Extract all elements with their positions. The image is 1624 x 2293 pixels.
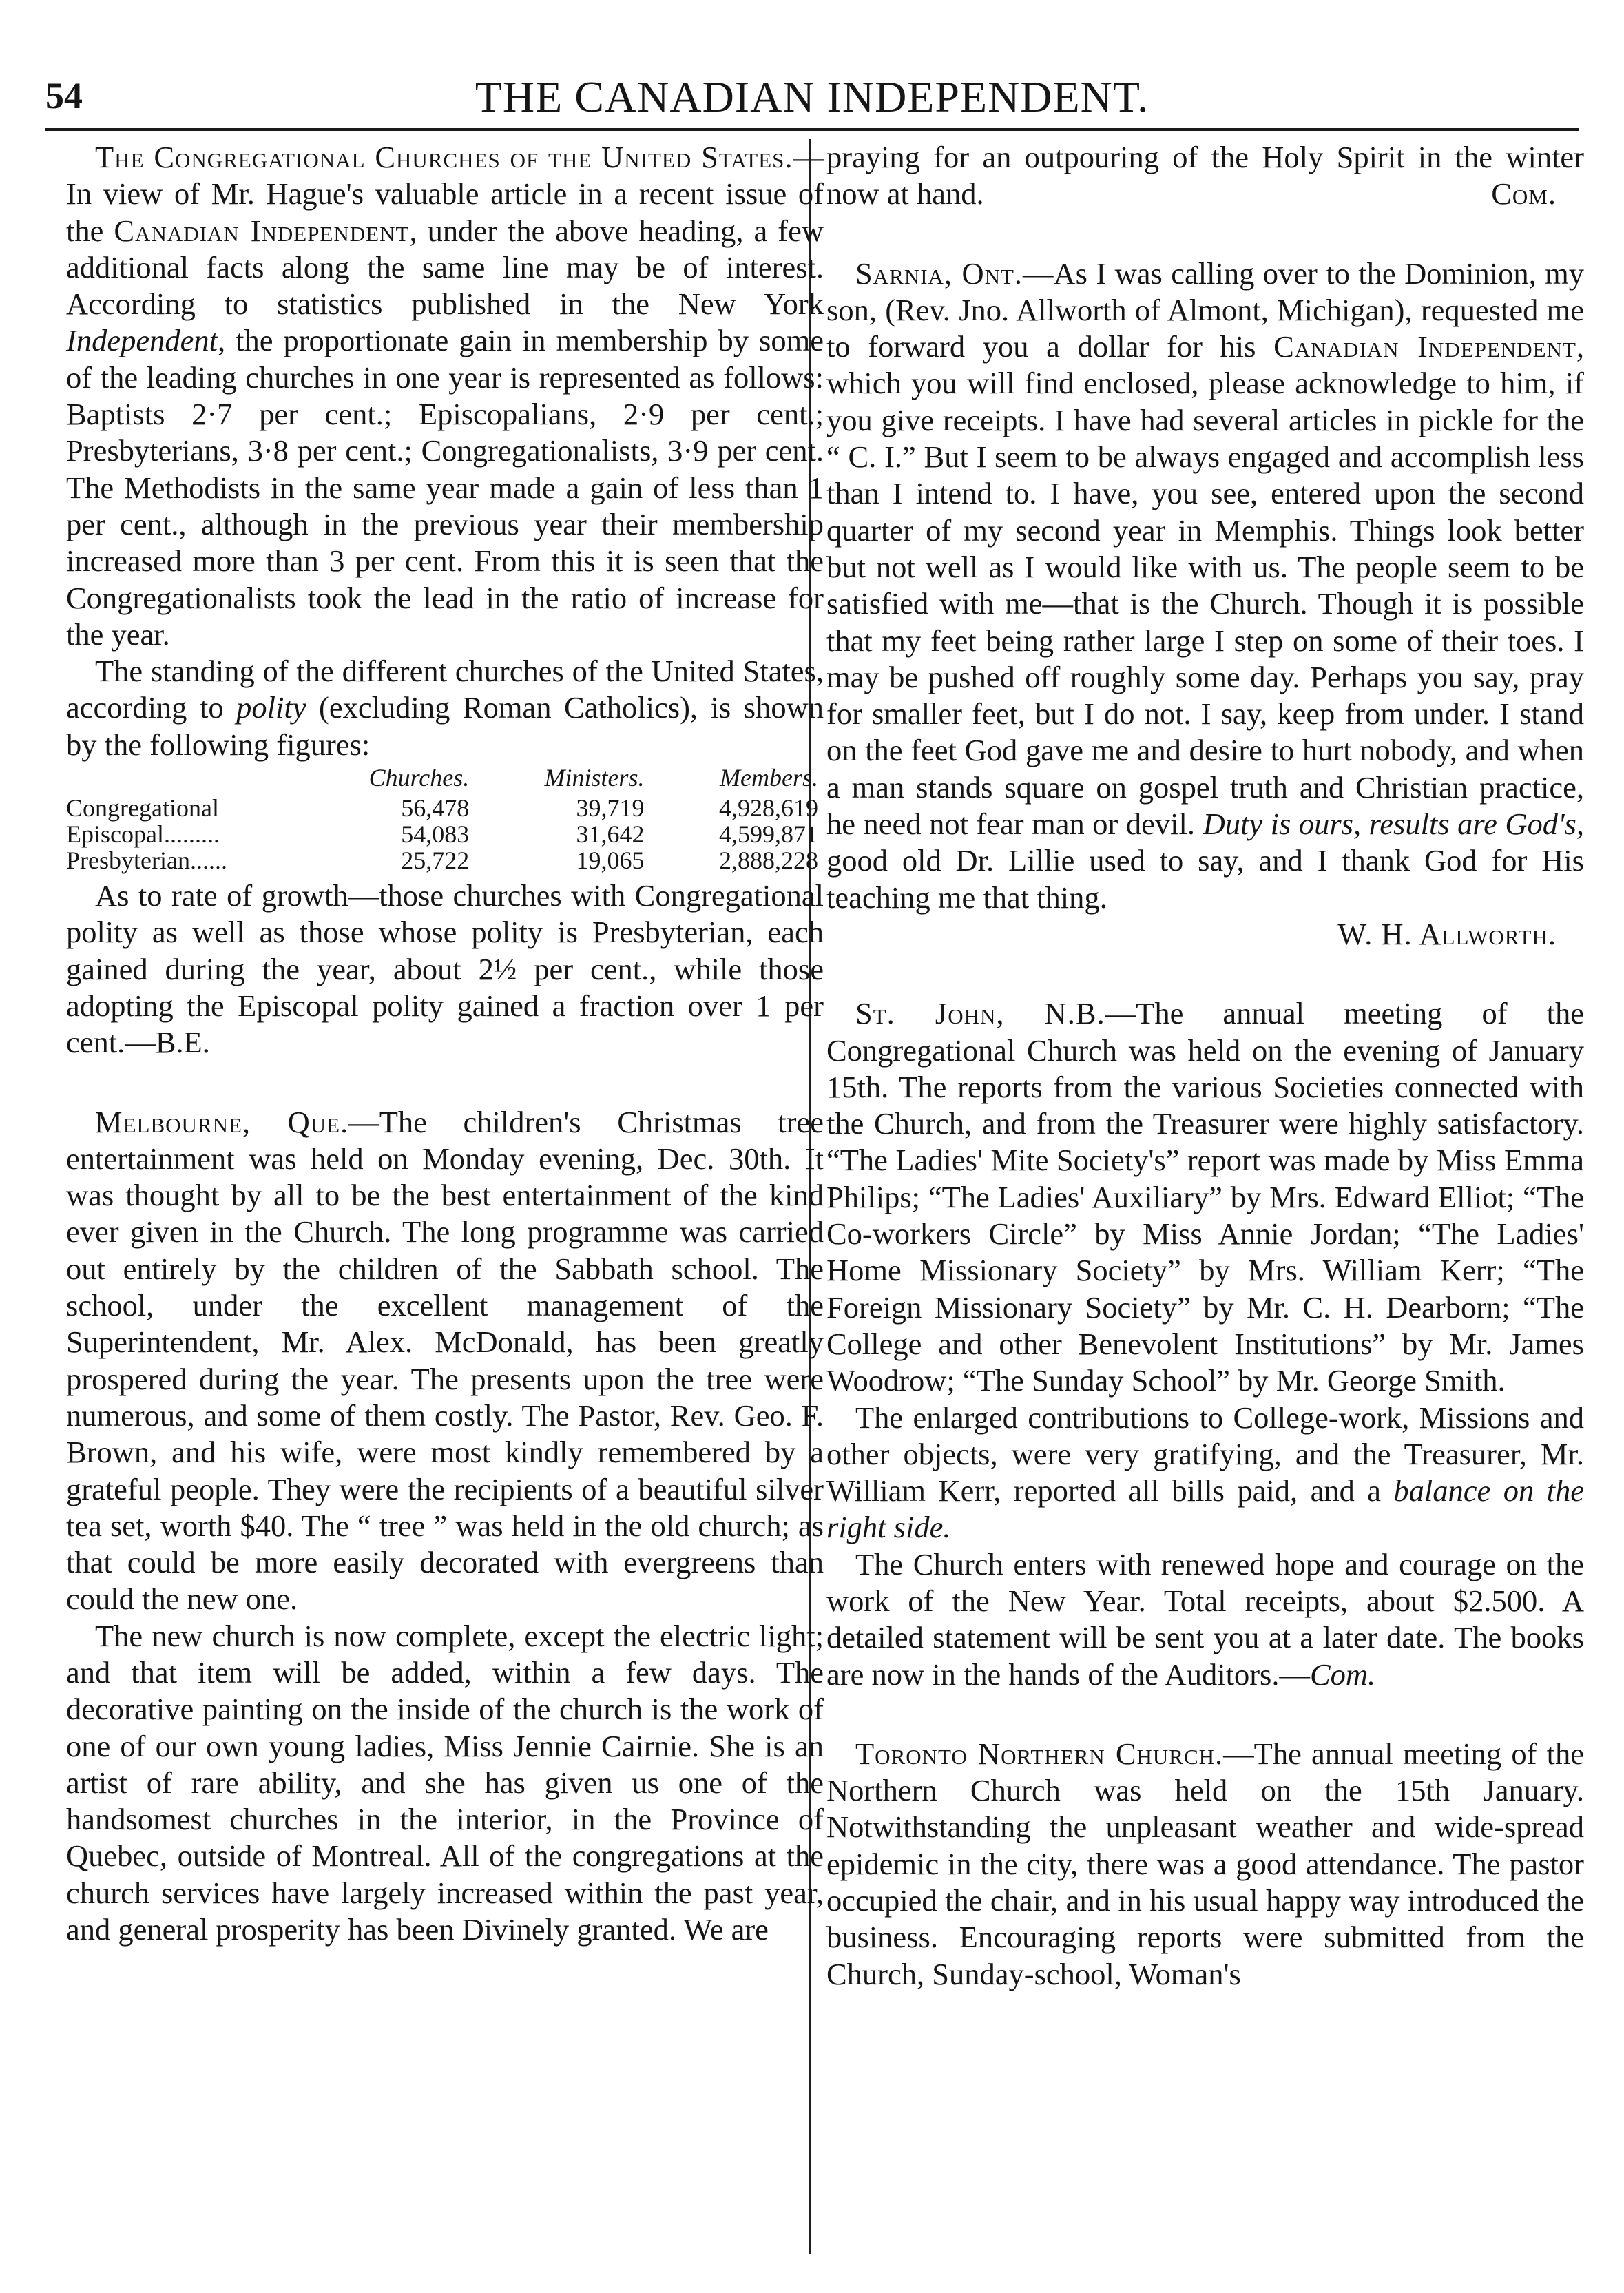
article-congregational-churches — [66, 139, 824, 1061]
right-column — [826, 139, 1584, 2035]
article-melbourne — [66, 1104, 824, 1949]
article-st-john — [826, 995, 1584, 1693]
table-row — [66, 821, 824, 847]
article-paragraph: The Congregational Churches of the United States.—In view of Mr. Hague's valuable article in a recent issue of the Canadian Independent, under the above heading, a few additional facts along the same line may be of interest. According to statistics published in the New York Independent, the proportionate gain in membership by some of the leading churches in one year is represented as follows: Baptists 2·7 per cent.; Episcopalians, 2·9 per cent.; Presbyterians, 3·8 per cent.; Congregationalists, 3·9 per cent. The Methodists in the same year made a gain of less than 1 per cent., although in the previous year their membership increased more than 3 per cent. From this it is seen that the Congregationalists took the lead in the ratio of increase for the year. — [66, 140, 824, 652]
table-cell: Congregational — [66, 794, 219, 822]
publication-name: Canadian Independent — [1273, 329, 1576, 364]
signature: W. H. Allworth. — [1337, 916, 1557, 951]
article-paragraph: Sarnia, Ont.—As I was calling over to the Dominion, my son, (Rev. Jno. Allworth of Almont, Michigan), requested me to forward you a dollar for his Canadian Independent, which you will find enclosed, please acknowledge to him, if you give receipts. I have had several articles in pickle for the “ C. I.” But I seem to be always engaged and accomplish less than I intend to. I have, you see, entered upon the second quarter of my second year in Memphis. Things look better but not well as I would like with us. The people seem to be satisfied with me—that is the Church. Though it is possible that my feet being rather large I step on some of their toes. I may be pushed off roughly some day. Perhaps you say, pray for smaller feet, but I do not. I say, keep from under. I stand on the feet God gave me and desire to hurt nobody, and when a man stands square on gospel truth and Christian practice, he need not fear man or devil. Duty is ours, results are God's, good old Dr. Lillie used to say, and I thank God for His teaching me that thing. — [826, 256, 1585, 915]
table-cell: 31,642 — [576, 820, 645, 849]
running-title: THE CANADIAN INDEPENDENT. — [475, 72, 1149, 121]
article-paragraph: Toronto Northern Church.—The annual meeting of the Northern Church was held on the 15th January. Notwithstanding the unpleasant weather and wide-spread epidemic in the city, there was a good attendance. The pastor occupied the chair, and in his usual happy way introduced the business. Encouraging reports were submitted from the Church, Sunday-school, Woman's — [826, 1736, 1584, 1991]
article-paragraph: As to rate of growth—those churches with Congregational polity as well as those whose polity is Presbyterian, each gained during the year, about 2½ per cent., while those adopting the Episcopal polity gained a fraction over 1 per cent.—B.E. — [66, 878, 824, 1060]
signature: Com. — [1491, 176, 1557, 211]
table-cell: 39,719 — [576, 794, 645, 822]
article-paragraph: praying for an outpouring of the Holy Spirit in the winter now at hand. Com. — [826, 139, 1584, 213]
article-paragraph: The enlarged contributions to College-work, Missions and other objects, were very gratifying, and the Treasurer, Mr. William Kerr, reported all bills paid, and a balance on the right side. — [826, 1400, 1584, 1545]
article-paragraph: St. John, N.B.—The annual meeting of the Congregational Church was held on the evening of January 15th. The reports from the various Societies connected with the Church, and from the Treasurer were highly satisfactory. “The Ladies' Mite Society's” report was made by Miss Emma Philips; “The Ladies' Auxiliary” by Mrs. Edward Elliot; “The Co-workers Circle” by Miss Annie Jordan; “The Ladies' Home Missionary Society” by Mrs. William Kerr; “The Foreign Missionary Society” by Mr. C. H. Dearborn; “The College and other Benevolent Institutions” by Mr. James Woodrow; “The Sunday School” by Mr. George Smith. — [826, 996, 1585, 1398]
table-cell: 4,928,619 — [719, 794, 818, 822]
publication-name: Canadian Independent — [114, 213, 410, 248]
table-cell: 54,083 — [401, 820, 470, 849]
table-cell: Episcopal......... — [66, 820, 220, 849]
article-title: St. John, N.B. — [855, 996, 1105, 1031]
left-column — [66, 139, 824, 1991]
article-title: Melbourne, Que. — [95, 1104, 349, 1139]
table-cell: 2,888,228 — [719, 847, 818, 875]
article-paragraph: The new church is now complete, except the electric light; and that item will be added, within a few days. The decorative painting on the inside of the church is the work of one of our own young ladies, Miss Jennie Cairnie. She is an artist of rare ability, and she has given us one of the handsomest churches in the interior, in the Province of Quebec, outside of Montreal. All of the congregations at the church services have largely increased within the past year, and general prosperity has been Divinely granted. We are — [66, 1618, 824, 1947]
article-title: The Congregational Churches of the United States. — [95, 140, 793, 174]
table-row — [66, 847, 824, 873]
page-header — [45, 74, 1579, 131]
page-number: 54 — [45, 75, 83, 116]
column-header: Members. — [720, 764, 818, 792]
header-rule — [45, 128, 1579, 131]
church-statistics-table — [66, 765, 824, 873]
table-header-row — [66, 765, 824, 795]
article-continuation — [826, 139, 1584, 213]
table-row — [66, 795, 824, 821]
table-cell: 19,065 — [576, 847, 645, 875]
table-cell: 25,722 — [401, 847, 470, 875]
article-sarnia — [826, 256, 1584, 953]
article-paragraph: The standing of the different churches of the United States, according to polity (excluding Roman Catholics), is shown by the following figures: — [66, 654, 824, 762]
table-cell: 4,599,871 — [719, 820, 818, 849]
article-title: Sarnia, Ont. — [855, 256, 1023, 291]
table-cell: Presbyterian...... — [66, 847, 227, 875]
column-header: Churches. — [368, 764, 470, 792]
article-paragraph: Melbourne, Que.—The children's Christmas tree entertainment was held on Monday evening, Dec. 30th. It was thought by all to be the best entertainment of the kind ever given in the Church. The long programme was carried out entirely by the children of the Sabbath school. The school, under the excellent management of the Superintendent, Mr. Alex. McDonald, has been greatly prospered during the year. The presents upon the tree were numerous, and some of them costly. The Pastor, Rev. Geo. F. Brown, and his wife, were most kindly remembered by a grateful people. They were the recipients of a beautiful silver tea set, worth $40. The “ tree ” was held in the old church; as that could be more easily decorated with evergreens than could the new one. — [66, 1104, 824, 1617]
article-title: Toronto Northern Church. — [855, 1736, 1224, 1771]
table-cell: 56,478 — [401, 794, 470, 822]
column-header: Ministers. — [544, 764, 645, 792]
article-paragraph: The Church enters with renewed hope and courage on the work of the New Year. Total receipts, about $2.500. A detailed statement will be sent you at a later date. The books are now in the hands of the Auditors.—Com. — [826, 1546, 1584, 1692]
article-toronto-northern — [826, 1736, 1584, 1993]
